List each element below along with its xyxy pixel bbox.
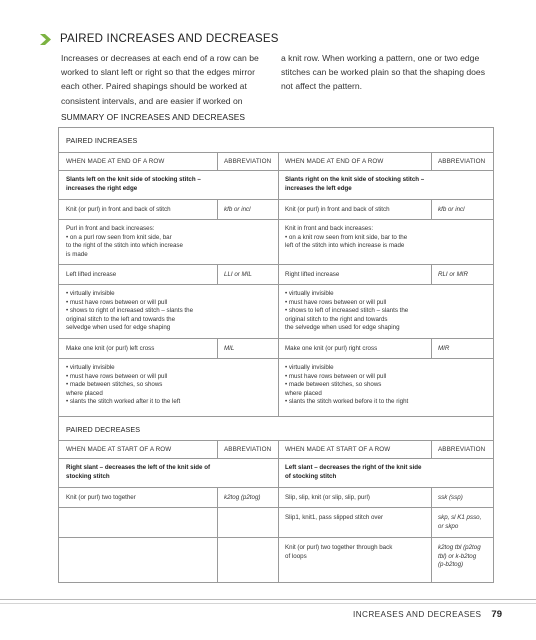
increase-notes-left: • virtually invisible • must have rows between or will pull • made between stitches, so shows where placed • slants the stitch worked after it to the left — [66, 364, 181, 406]
increase-method-left: Left lifted increase — [66, 271, 117, 278]
increases-header-row — [59, 152, 493, 170]
increases-section-title: PAIRED INCREASES — [66, 136, 138, 145]
increase-notes-left: • virtually invisible • must have rows between or will pull • shows to right of increased stitch – slants the original stitch to the left and towards the selvedge when used for edge shaping — [66, 290, 194, 332]
page-footer — [353, 609, 502, 620]
increase-method-right: Knit (or purl) in front and back of stitch — [285, 206, 390, 213]
increase-notes-left: Purl in front and back increases: • on a purl row seen from knit side, bar to the right of the stitch into which increase is made — [66, 225, 183, 258]
increases-row-kfb — [59, 199, 493, 219]
increases-header-abbr-left: ABBREVIATION — [224, 158, 272, 165]
increases-row-make-one — [59, 338, 493, 358]
page-number: 79 — [491, 609, 502, 620]
increases-header-abbr-right: ABBREVIATION — [438, 158, 486, 165]
increase-abbr-left: LLI or MIL — [224, 271, 252, 278]
increase-notes-right: • virtually invisible • must have rows between or will pull • made between stitches, so shows where placed • slants the stitch worked before it to the right — [285, 364, 409, 406]
increase-abbr-left: kfb or incl — [224, 206, 251, 213]
increases-header-left: WHEN MADE AT END OF A ROW — [66, 158, 165, 165]
increases-row-notes-1 — [59, 219, 493, 264]
increase-method-left: Knit (or purl) in front and back of stitch — [66, 206, 171, 213]
increase-slant-right: Slants right on the knit side of stocking stitch – increases the left edge — [285, 176, 425, 192]
decrease-slant-left: Right slant – decreases the left of the knit side of stocking stitch — [66, 464, 211, 480]
increases-row-notes-3 — [59, 358, 493, 416]
decreases-header-row — [59, 440, 493, 458]
decrease-method-right: Slip, slip, knit (or slip, slip, purl) — [285, 494, 370, 501]
decreases-section-title: PAIRED DECREASES — [66, 425, 141, 434]
decreases-header-right: WHEN MADE AT START OF A ROW — [285, 446, 391, 453]
increase-method-left: Make one knit (or purl) left cross — [66, 345, 155, 352]
decrease-slant-right: Left slant – decreases the right of the knit side of stocking stitch — [285, 464, 422, 480]
increase-abbr-right: MIR — [438, 345, 450, 352]
increase-abbr-left: MIL — [224, 345, 235, 352]
summary-table — [58, 127, 494, 583]
decrease-abbr-right: ssk (ssp) — [438, 494, 463, 501]
decreases-row-tbl — [59, 537, 493, 582]
decreases-header-left: WHEN MADE AT START OF A ROW — [66, 446, 172, 453]
table-title: SUMMARY OF INCREASES AND DECREASES — [61, 112, 246, 122]
increases-row-lifted — [59, 264, 493, 284]
intro-text-right: a knit row. When working a pattern, one or two edge stitches can be worked plain so that the shaping does not affect the pattern. — [281, 53, 485, 92]
increase-method-right: Make one knit (or purl) right cross — [285, 345, 378, 352]
increases-row-notes-2 — [59, 284, 493, 338]
decreases-slant-row — [59, 458, 493, 487]
intro-text-left: Increases or decreases at each end of a row can be worked to slant left or right so that the edges mirror each other. Paired shapings should be worked at consistent intervals, and are easier if worked on — [61, 53, 259, 106]
increase-abbr-right: RLI or MIR — [438, 271, 468, 278]
decrease-method-right: Slip1, knit1, pass slipped stitch over — [285, 514, 384, 521]
increase-notes-right: • virtually invisible • must have rows between or will pull • shows to left of increased stitch – slants the original stitch to the right and towards the selvedge when used for edge shaping — [285, 290, 409, 332]
section-heading — [40, 33, 279, 45]
decreases-section-row — [59, 416, 493, 440]
decrease-method-right: Knit (or purl) two together through back of loops — [285, 544, 393, 560]
footer-rule-secondary — [0, 603, 536, 604]
increases-slant-row — [59, 170, 493, 199]
decrease-abbr-right: k2tog tbl (p2tog tbl) or k-b2tog (p-b2tog) — [438, 544, 481, 569]
chevron-right-icon — [40, 34, 54, 45]
increase-notes-right: Knit in front and back increases: • on a knit row seen from knit side, bar to the left of the stitch into which increase is made — [285, 225, 408, 250]
footer-rule — [0, 599, 536, 600]
decreases-row-k2tog — [59, 487, 493, 507]
decreases-row-skp — [59, 507, 493, 537]
footer-section-label: INCREASES AND DECREASES — [353, 610, 482, 619]
decreases-header-abbr-left: ABBREVIATION — [224, 446, 272, 453]
decrease-abbr-right: skp, sl K1 psso, or skpo — [438, 514, 482, 530]
increases-section-row — [59, 128, 493, 152]
increase-abbr-right: kfb or incl — [438, 206, 465, 213]
decrease-abbr-left: k2tog (p2tog) — [224, 494, 261, 501]
increases-header-right: WHEN MADE AT END OF A ROW — [285, 158, 384, 165]
decrease-method-left: Knit (or purl) two together — [66, 494, 136, 501]
decreases-header-abbr-right: ABBREVIATION — [438, 446, 486, 453]
increase-method-right: Right lifted increase — [285, 271, 340, 278]
page-heading: PAIRED INCREASES AND DECREASES — [60, 33, 279, 45]
increase-slant-left: Slants left on the knit side of stocking stitch – increases the right edge — [66, 176, 201, 192]
